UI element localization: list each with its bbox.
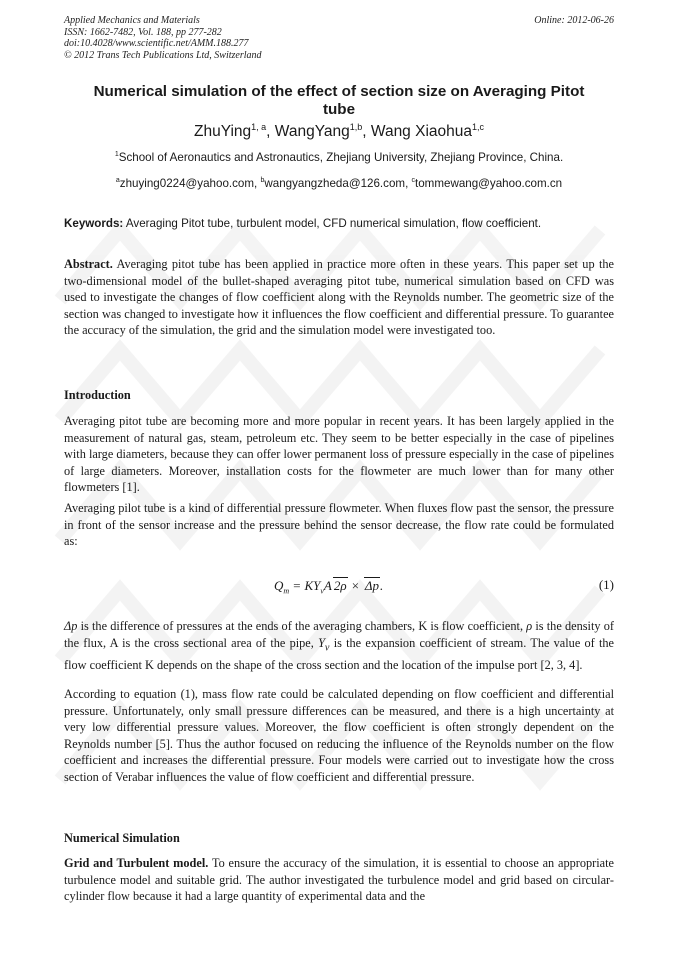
grid-turbulent-text: To ensure the accuracy of the simulation, it is essential to choose an appropriate turbulence model and suitable grid. The author investigated the turbulence model and grid based on circular-cylinder flow because it had a large quantity of experimental data and the — [64, 856, 614, 904]
equation-1 — [64, 573, 614, 599]
affiliation — [64, 151, 614, 164]
affiliation-text: School of Aeronautics and Astronautics, Zhejiang University, Zhejiang Province, China. — [118, 151, 564, 164]
author-name: WangYang — [274, 123, 350, 141]
keywords-label: Keywords: — [64, 217, 124, 230]
issn-line: ISSN: 1662-7482, Vol. 188, pp 277-282 — [64, 26, 222, 38]
grid-turbulent-label: Grid and Turbulent model. — [64, 856, 209, 870]
author-name: Wang Xiaohua — [370, 123, 472, 141]
rho-symbol: ρ — [526, 619, 533, 633]
journal-header — [64, 15, 614, 61]
equation-number: (1) — [598, 577, 614, 592]
paper-title: Numerical simulation of the effect of section size on Averaging Pitot tube — [93, 83, 585, 118]
yv-symbol: $Y_v$ — [318, 635, 330, 654]
introduction-heading: Introduction — [64, 388, 131, 402]
journal-name: Applied Mechanics and Materials — [64, 15, 200, 26]
email-link[interactable]: zhuying0224@yahoo.com — [119, 177, 255, 190]
abstract-label: Abstract. — [64, 257, 113, 271]
author-affiliation-mark: 1,b — [349, 122, 363, 132]
copyright-line: © 2012 Trans Tech Publications Ltd, Switzerland — [64, 49, 262, 61]
email-mark: b — [260, 177, 265, 185]
email-mark: a — [115, 177, 120, 185]
abstract-text: Averaging pitot tube has been applied in practice more often in these years. This paper set up the two-dimensional model of the bullet-shaped averaging pitot tube, numerical simulation based on CFD was used to investigate the changes of flow coefficient along with the Reynolds number. The geometric size of the section was changed to investigate how it influences the flow coefficient and differential pressure. To guarantee the accuracy of the simulation, the grid and the simulation model were investigated too. — [64, 257, 614, 338]
email-mark: c — [411, 177, 416, 185]
author-list: ZhuYing$^{1, a}$, WangYang$^{1,b}$, Wang Xiaohua$^{1,c}$ — [193, 122, 485, 141]
keywords — [64, 217, 614, 230]
numerical-simulation-heading: Numerical Simulation — [64, 831, 180, 845]
equation-discussion-paragraph: According to equation (1), mass flow rate could be calculated depending on flow coefficient and differential pressure. Unfortunately, only small pressure differences can be measured, and there is a high uncertainty at very low differential pressure values. Moreover, the flow coefficient is often strongly dependent on the Reynolds number [5]. Thus the author focused on reducing the influence of the Reynolds number on the flow coefficient and increases the differential pressure. Four models were carried out to investigate how the cross section of Verabar influences the value of flow coefficient and differential pressure. — [64, 687, 614, 784]
keywords-text: Averaging Pitot tube, turbulent model, CFD numerical simulation, flow coefficient. — [125, 217, 542, 230]
where-paragraph — [64, 618, 614, 673]
author-affiliation-mark: 1, a — [251, 122, 267, 132]
intro-paragraph-1: Averaging pitot tube are becoming more and more popular in recent years. It has been largely applied in the measurement of natural gas, steam, petroleum etc. They seem to be better especially in the case of pipelines with large diameters, because they can offer lower permanent loss of pressure especially in the case of pipelines of large diameters. Moreover, installation costs for the flowmeter are much lower than for many other flowmeters [1]. — [64, 414, 614, 495]
grid-turbulent-paragraph — [64, 855, 614, 905]
doi-line: doi:10.4028/www.scientific.net/AMM.188.277 — [64, 38, 249, 49]
where-text-3: is the expansion coefficient of stream. The value of the flow coefficient K depends on the shape of the cross section and the location of the impulse port [2, 3, 4]. — [64, 635, 615, 672]
author-affiliation-mark: 1,c — [472, 122, 485, 132]
affiliation-mark: 1 — [114, 151, 119, 159]
where-text-2: is the density of the flux, A is the cross sectional area of the pipe, — [64, 619, 614, 650]
abstract — [64, 256, 614, 339]
where-text-1: is the difference of pressures at the ends of the averaging chambers, K is flow coefficient, — [77, 619, 524, 633]
online-date: Online: 2012-06-26 — [534, 15, 614, 26]
flow-rate-formula: $Q_m = KY_vA$ 2ρ × Δp. — [274, 578, 384, 596]
email-link[interactable]: tommewang@yahoo.com.cn — [415, 177, 563, 190]
email-list: $^a$zhuying0224@yahoo.com, $^b$wangyangzheda@126.com, $^c$tommewang@yahoo.com.cn — [115, 177, 563, 190]
author-name: ZhuYing — [193, 123, 252, 141]
delta-p-symbol: Δp — [64, 619, 78, 633]
email-link[interactable]: wangyangzheda@126.com — [264, 177, 406, 190]
intro-paragraph-2: Averaging pilot tube is a kind of differential pressure flowmeter. When fluxes flow past the sensor, the pressure in front of the sensor increase and the pressure behind the sensor decrease, the flow rate could be formulated as: — [64, 501, 614, 549]
